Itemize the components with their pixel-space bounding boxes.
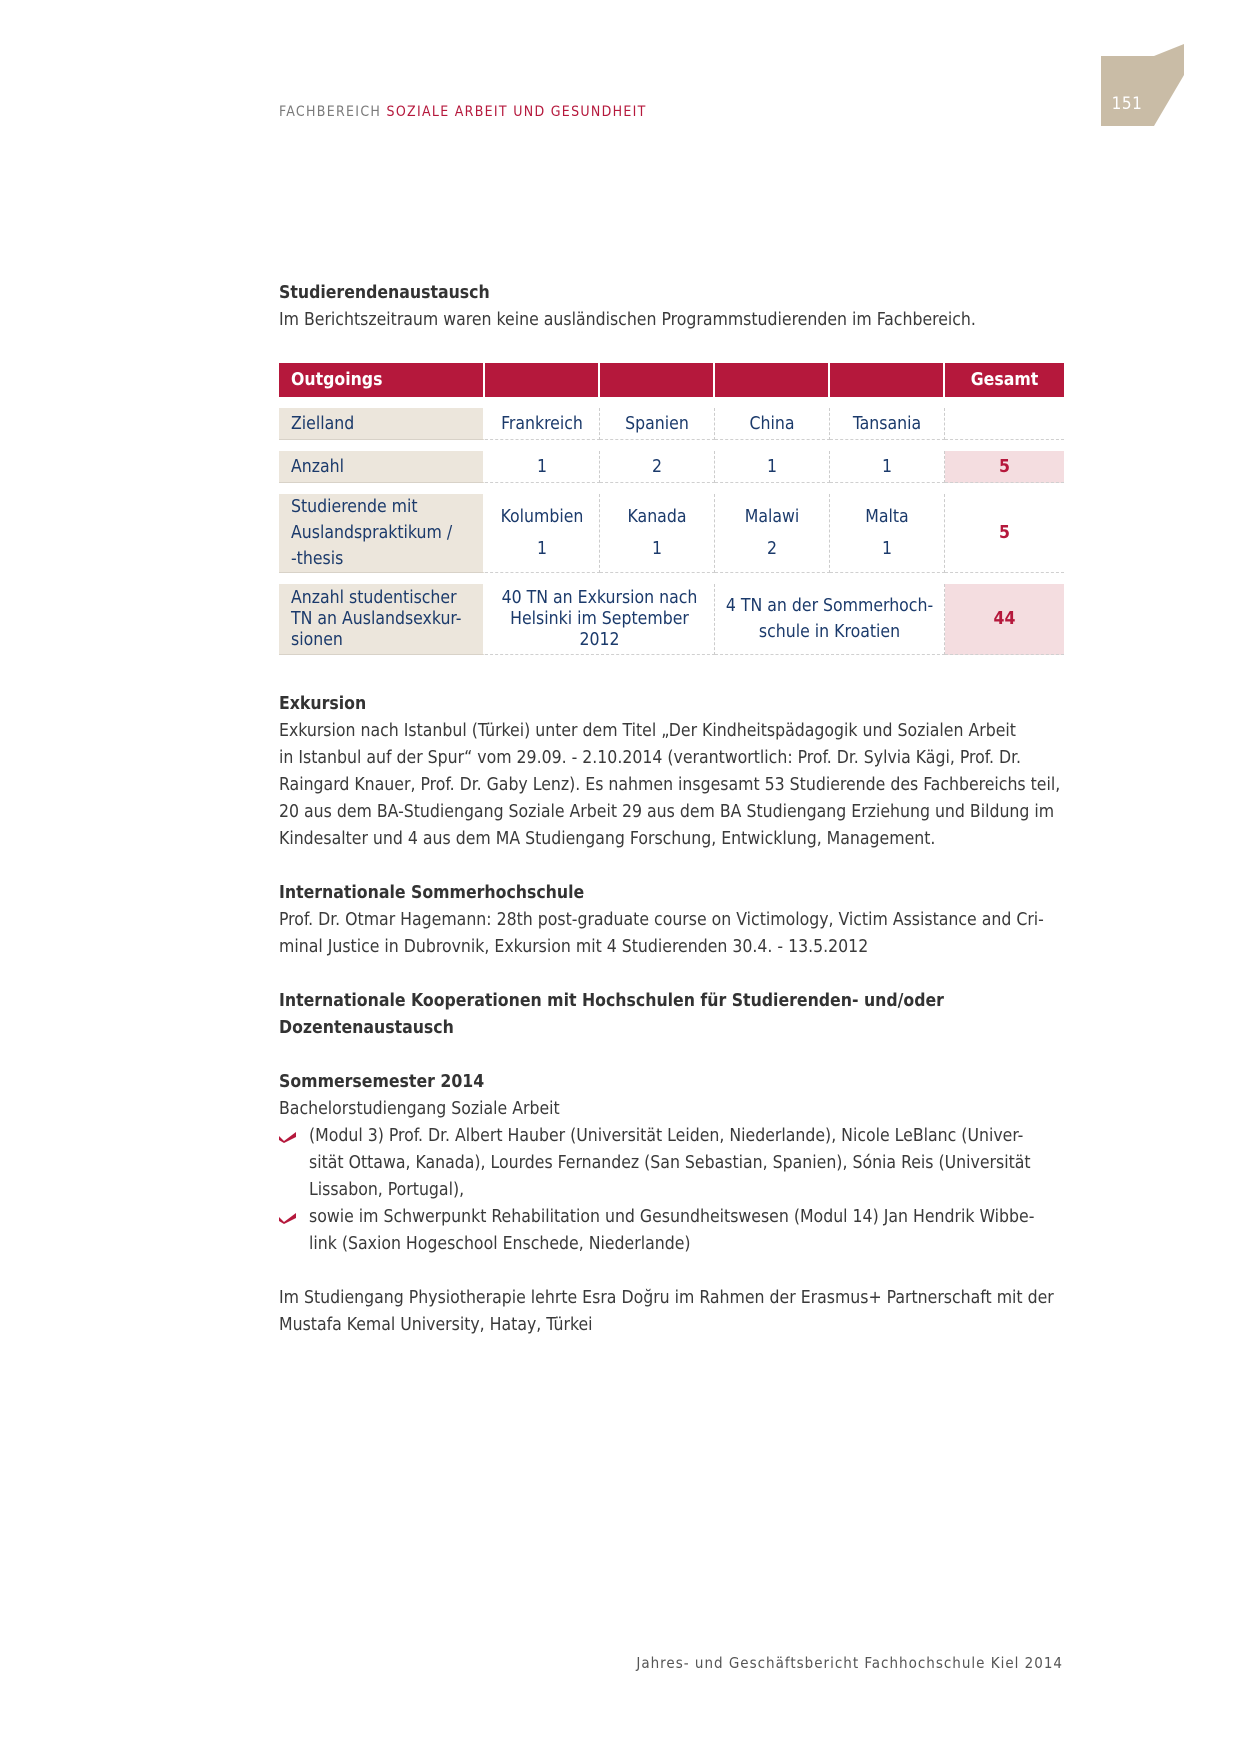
- text-line: Lissabon, Portugal),: [309, 1180, 465, 1200]
- row-label: [279, 584, 485, 655]
- text-line: Im Studiengang Physiotherapie lehrte Esra Doğru im Rahmen der Erasmus+ Partnerschaft mit der: [279, 1288, 1054, 1308]
- table-cell: 1: [485, 451, 600, 483]
- text-line: 20 aus dem BA-Studiengang Soziale Arbeit 29 aus dem BA Studiengang Erziehung und Bildung im: [279, 802, 1055, 822]
- row-label-line: Anzahl studentischer: [291, 587, 457, 608]
- country-count: 1: [651, 539, 662, 559]
- page-content: [279, 280, 1074, 1339]
- cooperation-list: [279, 1123, 1074, 1258]
- table-header-blank: [600, 363, 715, 397]
- cell-line: 2012: [579, 629, 620, 650]
- country-name: Kolumbien: [500, 507, 584, 527]
- table-row-praktikum: [279, 494, 1064, 573]
- table-cell: 1: [715, 451, 830, 483]
- table-total-cell: 5: [945, 451, 1064, 483]
- row-label: Zielland: [279, 408, 485, 440]
- table-cell: Tansania: [830, 408, 945, 440]
- table-total-cell: 44: [945, 584, 1064, 655]
- header-prefix: FACHBEREICH: [279, 104, 382, 120]
- sommersemester-subheading: Bachelorstudiengang Soziale Arbeit: [279, 1099, 560, 1119]
- row-label: Anzahl: [279, 451, 485, 483]
- text-line: (Modul 3) Prof. Dr. Albert Hauber (Universität Leiden, Niederlande), Nicole LeBlanc (Univer-: [309, 1126, 1024, 1146]
- checkmark-icon: [279, 1129, 296, 1143]
- table-cell: Spanien: [600, 408, 715, 440]
- row-label-line: TN an Auslandsexkur-: [291, 608, 462, 629]
- exchange-heading: Studierendenaustausch: [279, 283, 490, 303]
- table-cell-empty: [945, 408, 1064, 440]
- exkursion-heading: Exkursion: [279, 694, 367, 714]
- text-line: Kindesalter und 4 aus dem MA Studiengang Forschung, Entwicklung, Management.: [279, 829, 936, 849]
- text-line: Exkursion nach Istanbul (Türkei) unter dem Titel „Der Kindheitspädagogik und Sozialen Arbeit: [279, 721, 1016, 741]
- page-footer: Jahres- und Geschäftsbericht Fachhochschule Kiel 2014: [636, 1654, 1063, 1672]
- table-cell-merged: [485, 584, 715, 655]
- country-count: 1: [536, 539, 547, 559]
- exkursion-paragraph: [279, 718, 1074, 853]
- table-cell: 1: [830, 451, 945, 483]
- list-item: [279, 1204, 1074, 1258]
- exchange-text: Im Berichtszeitraum waren keine ausländischen Programmstudierenden im Fachbereich.: [279, 310, 976, 330]
- table-cell: 2: [600, 451, 715, 483]
- table-row-exkursion: [279, 584, 1064, 655]
- table-header-row: [279, 363, 1064, 397]
- text-line: Raingard Knauer, Prof. Dr. Gaby Lenz). Es nahmen insgesamt 53 Studierende des Fachbereichs teil,: [279, 775, 1061, 795]
- table-cell: [715, 494, 830, 573]
- sommersemester-heading: Sommersemester 2014: [279, 1072, 485, 1092]
- text-line: sowie im Schwerpunkt Rehabilitation und Gesundheitswesen (Modul 14) Jan Hendrik Wibbe-: [309, 1207, 1035, 1227]
- running-header: [279, 104, 647, 120]
- cell-line: 4 TN an der Sommerhoch-: [725, 596, 934, 616]
- physio-paragraph: [279, 1285, 1074, 1339]
- text-line: in Istanbul auf der Spur“ vom 29.09. - 2.10.2014 (verantwortlich: Prof. Dr. Sylvia Kägi, Prof. Dr.: [279, 748, 1021, 768]
- table-cell: [830, 494, 945, 573]
- country-name: Malta: [865, 507, 909, 527]
- table-header-label: Outgoings: [279, 363, 485, 397]
- sommerhochschule-heading: Internationale Sommerhochschule: [279, 883, 585, 903]
- text-line: minal Justice in Dubrovnik, Exkursion mit 4 Studierenden 30.4. - 13.5.2012: [279, 937, 869, 957]
- row-label-line: -thesis: [291, 549, 344, 569]
- country-count: 1: [881, 539, 892, 559]
- sommerhochschule-paragraph: [279, 907, 1074, 961]
- table-row-anzahl: [279, 451, 1064, 483]
- page-tab-shape: [1101, 44, 1185, 128]
- page-number: 151: [1111, 94, 1143, 114]
- row-label-line: Studierende mit: [291, 497, 418, 517]
- table-cell-merged: [715, 584, 945, 655]
- table-total-cell: 5: [945, 494, 1064, 573]
- country-name: Malawi: [744, 507, 800, 527]
- table-header-total: Gesamt: [945, 363, 1064, 397]
- cell-line: 40 TN an Exkursion nach: [501, 587, 698, 608]
- text-line: Prof. Dr. Otmar Hagemann: 28th post-graduate course on Victimology, Victim Assistance and Cri-: [279, 910, 1044, 930]
- text-line: link (Saxion Hogeschool Enschede, Niederlande): [309, 1234, 691, 1254]
- table-cell: Frankreich: [485, 408, 600, 440]
- list-item: [279, 1123, 1074, 1204]
- table-cell: [600, 494, 715, 573]
- row-label-line: Auslandspraktikum /: [291, 523, 453, 543]
- table-row-zielland: [279, 408, 1064, 440]
- outgoings-table: [279, 363, 1064, 655]
- cell-line: schule in Kroatien: [758, 622, 901, 642]
- row-label: [279, 494, 485, 573]
- header-section: SOZIALE ARBEIT UND GESUNDHEIT: [386, 104, 647, 120]
- checkmark-icon: [279, 1210, 296, 1224]
- table-header-blank: [830, 363, 945, 397]
- cell-line: Helsinki im September: [510, 608, 689, 629]
- kooperationen-heading: Internationale Kooperationen mit Hochschulen für Studierenden- und/oder Dozentenaustausch: [279, 991, 944, 1038]
- text-line: sität Ottawa, Kanada), Lourdes Fernandez (San Sebastian, Spanien), Sónia Reis (Universität: [309, 1153, 1031, 1173]
- table-cell: [485, 494, 600, 573]
- country-name: Kanada: [627, 507, 687, 527]
- table-cell: China: [715, 408, 830, 440]
- row-label-line: sionen: [291, 629, 343, 650]
- table-header-blank: [715, 363, 830, 397]
- country-count: 2: [766, 539, 777, 559]
- table-header-blank: [485, 363, 600, 397]
- text-line: Mustafa Kemal University, Hatay, Türkei: [279, 1315, 593, 1335]
